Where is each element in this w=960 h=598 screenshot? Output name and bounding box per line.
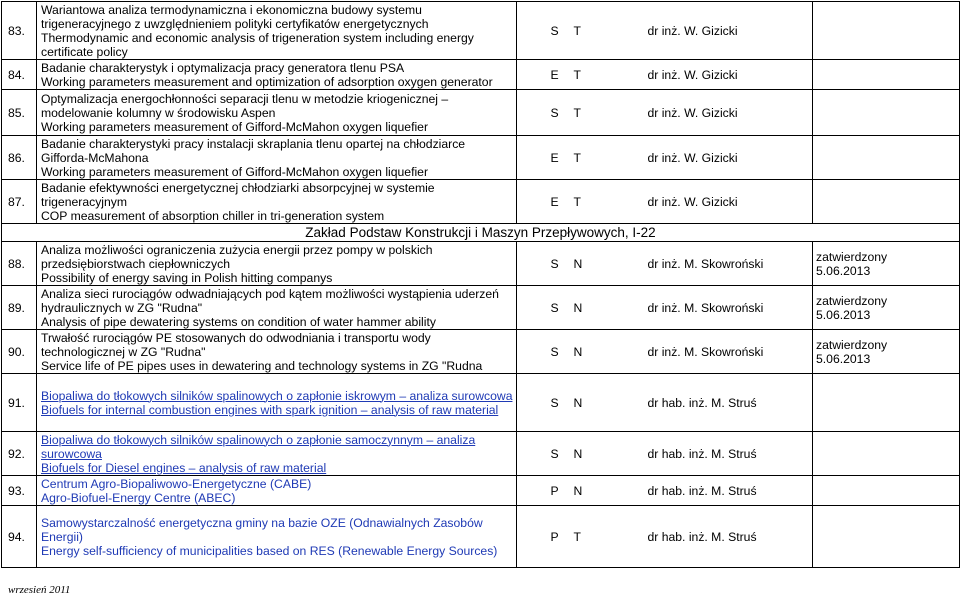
supervisor: dr hab. inż. M. Struś xyxy=(645,432,813,476)
table-row xyxy=(2,330,960,374)
topic-title xyxy=(37,242,517,286)
status xyxy=(813,330,960,374)
supervisor: dr inż. W. Gizicki xyxy=(645,60,813,90)
language: S xyxy=(545,90,571,136)
table-row xyxy=(2,136,960,180)
title-polish: Badanie efektywności energetycznej chłodziarki absorpcyjnej w systemie trigeneracyjnym xyxy=(41,180,435,209)
type: T xyxy=(571,2,645,60)
supervisor: dr inż. M. Skowroński xyxy=(645,330,813,374)
table-row xyxy=(2,506,960,568)
row-number: 84. xyxy=(2,60,37,90)
title-polish: Biopaliwa do tłokowych silników spalinowych o zapłonie samoczynnym – analiza surowcowa xyxy=(41,432,476,461)
table-row xyxy=(2,180,960,224)
row-number: 92. xyxy=(2,432,37,476)
row-number: 85. xyxy=(2,90,37,136)
row-number: 90. xyxy=(2,330,37,374)
table-row xyxy=(2,60,960,90)
title-english: COP measurement of absorption chiller in tri-generation system xyxy=(41,208,385,223)
title-polish: Biopaliwa do tłokowych silników spalinowych o zapłonie iskrowym – analiza surowcowa xyxy=(41,388,513,403)
title-english: Energy self-sufficiency of municipalities based on RES (Renewable Energy Sources) xyxy=(41,543,498,558)
table-row xyxy=(2,242,960,286)
status xyxy=(813,432,960,476)
type: T xyxy=(571,506,645,568)
supervisor: dr inż. M. Skowroński xyxy=(645,242,813,286)
row-number: 93. xyxy=(2,476,37,506)
title-english: Biofuels for Diesel engines – analysis of raw material xyxy=(41,460,327,475)
supervisor: dr inż. W. Gizicki xyxy=(645,136,813,180)
topic-title xyxy=(37,90,517,136)
supervisor: dr hab. inż. M. Struś xyxy=(645,374,813,432)
title-polish: Centrum Agro-Biopaliwowo-Energetyczne (CABE) xyxy=(41,476,312,491)
title-polish: Analiza sieci rurociągów odwadniających pod kątem możliwości wystąpienia uderzeń hydraulicznych w ZG "Rudna" xyxy=(41,286,499,315)
title-polish: Analiza możliwości ograniczenia zużycia energii przez pompy w polskich przedsiębiorstwach ciepłowniczych xyxy=(41,242,433,271)
status xyxy=(813,374,960,432)
title-english: Service life of PE pipes uses in dewatering and technology systems in ZG "Rudna xyxy=(41,358,483,373)
title-english: Working parameters measurement and optimization of adsorption oxygen generator xyxy=(41,74,493,89)
type: T xyxy=(571,136,645,180)
title-english: Biofuels for internal combustion engines with spark ignition – analysis of raw material xyxy=(41,402,499,417)
language: P xyxy=(545,476,571,506)
title-polish: Samowystarczalność energetyczna gminy na bazie OZE (Odnawialnych Zasobów Energii) xyxy=(41,515,483,544)
status xyxy=(813,90,960,136)
table-row xyxy=(2,90,960,136)
table-row xyxy=(2,374,960,432)
row-number: 94. xyxy=(2,506,37,568)
type: N xyxy=(571,242,645,286)
status xyxy=(813,476,960,506)
table-row xyxy=(2,2,960,60)
type: N xyxy=(571,330,645,374)
type: N xyxy=(571,476,645,506)
language: S xyxy=(545,2,571,60)
language: E xyxy=(545,60,571,90)
row-number: 83. xyxy=(2,2,37,60)
status xyxy=(813,2,960,60)
status-date: 5.06.2013 xyxy=(816,307,871,322)
status-date: 5.06.2013 xyxy=(816,263,871,278)
row-number: 91. xyxy=(2,374,37,432)
supervisor: dr inż. M. Skowroński xyxy=(645,286,813,330)
title-polish: Wariantowa analiza termodynamiczna i ekonomiczna budowy systemu trigeneracyjnego z uwzględnieniem polityki certyfikatów energetycznych xyxy=(41,2,429,31)
title-polish: Badanie charakterystyki pracy instalacji skraplania tlenu opartej na chłodziarce Gifforda-McMahona xyxy=(41,136,466,165)
topic-title xyxy=(37,60,517,90)
language: P xyxy=(545,506,571,568)
title-polish: Optymalizacja energochłonności separacji tlenu w metodzie kriogenicznej – modelowanie kolumny w środowisku Aspen xyxy=(41,91,449,120)
language: S xyxy=(545,242,571,286)
table-row xyxy=(2,476,960,506)
title-english: Possibility of energy saving in Polish hitting companys xyxy=(41,270,333,285)
footer-date: wrzesień 2011 xyxy=(8,584,71,596)
topic-title xyxy=(37,476,517,506)
language: S xyxy=(545,374,571,432)
title-polish: Trwałość rurociągów PE stosowanych do odwodniania i transportu wody technologicznej w ZG "Rudna" xyxy=(41,330,431,359)
row-number: 87. xyxy=(2,180,37,224)
type: N xyxy=(571,286,645,330)
status xyxy=(813,136,960,180)
topic-title xyxy=(37,136,517,180)
status-label: zatwierdzony xyxy=(816,249,888,264)
type: T xyxy=(571,60,645,90)
title-english: Agro-Biofuel-Energy Centre (ABEC) xyxy=(41,490,236,505)
supervisor: dr inż. W. Gizicki xyxy=(645,90,813,136)
supervisor: dr hab. inż. M. Struś xyxy=(645,476,813,506)
title-english: Working parameters measurement of Gifford-McMahon oxygen liquefier xyxy=(41,119,429,134)
type: T xyxy=(571,180,645,224)
language: E xyxy=(545,136,571,180)
language: S xyxy=(545,330,571,374)
row-number: 88. xyxy=(2,242,37,286)
language: S xyxy=(545,286,571,330)
status xyxy=(813,286,960,330)
topic-title xyxy=(37,506,517,568)
type: T xyxy=(571,90,645,136)
title-polish: Badanie charakterystyk i optymalizacja pracy generatora tlenu PSA xyxy=(41,60,405,75)
title-english: Analysis of pipe dewatering systems on condition of water hammer ability xyxy=(41,314,436,329)
topic-title xyxy=(37,2,517,60)
status-label: zatwierdzony xyxy=(816,337,888,352)
row-number: 89. xyxy=(2,286,37,330)
status xyxy=(813,506,960,568)
topic-title xyxy=(37,330,517,374)
department-row xyxy=(2,224,960,242)
table-row xyxy=(2,286,960,330)
status xyxy=(813,180,960,224)
topic-title xyxy=(37,180,517,224)
row-number: 86. xyxy=(2,136,37,180)
thesis-topics-table xyxy=(1,1,960,568)
status xyxy=(813,242,960,286)
topic-title xyxy=(37,286,517,330)
language: E xyxy=(545,180,571,224)
language: S xyxy=(545,432,571,476)
status-date: 5.06.2013 xyxy=(816,351,871,366)
topic-title xyxy=(37,432,517,476)
status xyxy=(813,60,960,90)
supervisor: dr inż. W. Gizicki xyxy=(645,180,813,224)
title-english: Thermodynamic and economic analysis of trigeneration system including energy certificate policy xyxy=(41,30,474,59)
supervisor: dr hab. inż. M. Struś xyxy=(645,506,813,568)
department-heading: Zakład Podstaw Konstrukcji i Maszyn Przepływowych, I-22 xyxy=(2,224,960,242)
supervisor: dr inż. W. Gizicki xyxy=(645,2,813,60)
title-english: Working parameters measurement of Gifford-McMahon oxygen liquefier xyxy=(41,164,429,179)
topic-title xyxy=(37,374,517,432)
type: N xyxy=(571,374,645,432)
type: N xyxy=(571,432,645,476)
table-row xyxy=(2,432,960,476)
status-label: zatwierdzony xyxy=(816,293,888,308)
